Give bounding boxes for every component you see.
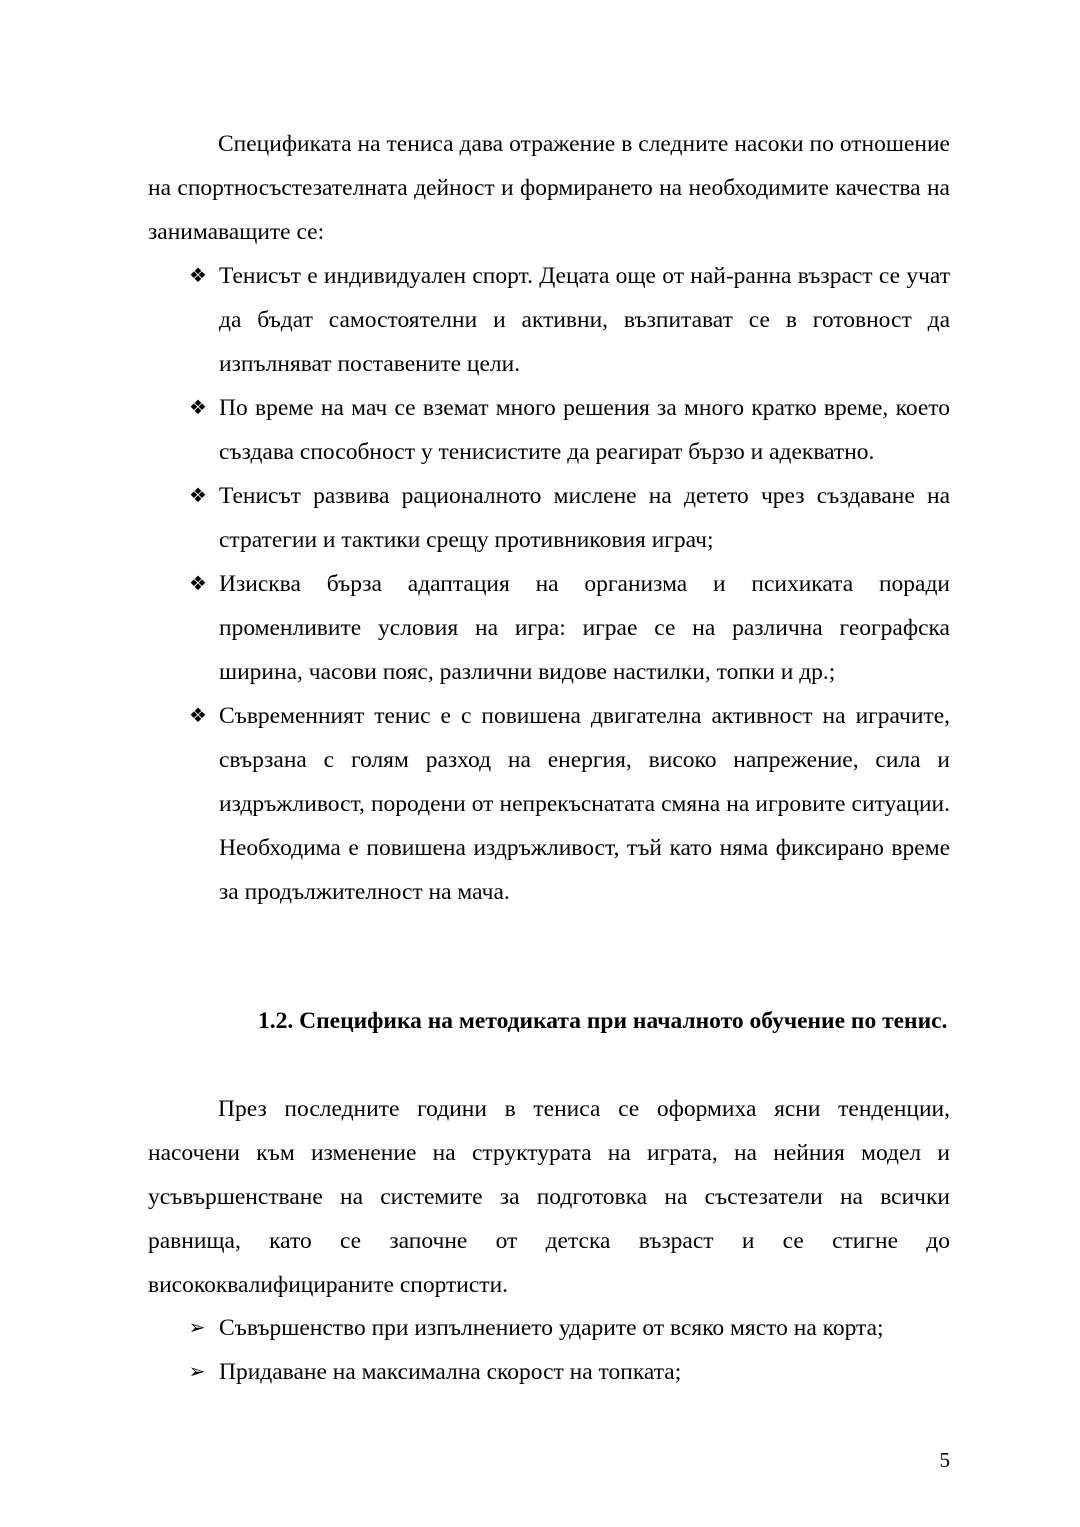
list-item: [148, 694, 950, 914]
list-item: [148, 1350, 950, 1394]
diamond-bullet-icon: ❖: [189, 705, 207, 727]
list-item: [148, 474, 950, 562]
list-item-text: Придаване на максимална скорост на топката;: [219, 1359, 682, 1385]
list-item: [148, 254, 950, 386]
arrow-bullet-icon: ➢: [188, 1361, 206, 1383]
list-item: [148, 386, 950, 474]
diamond-bullet-icon: ❖: [189, 485, 207, 507]
list-item-text: Изисква бърза адаптация на организма и психиката поради променливите условия на игра: играе се на различна географска ширина, часови пояс, различни видове настилки, топки и др.;: [219, 571, 950, 685]
list-item: [148, 562, 950, 694]
page-number: 5: [939, 1448, 950, 1472]
list-item-text: Съвременният тенис е с повишена двигателна активност на играчите, свързана с голям разход на енергия, високо напрежение, сила и издръжливост, породени от непрекъснатата смяна на игровите ситуации. Необходима е повишена издръжливост, тъй като няма фиксирано време за продължителност на мача.: [219, 703, 950, 905]
list-item-text: Тенисът развива рационалното мислене на детето чрез създаване на стратегии и тактики срещу противниковия играч;: [219, 483, 950, 553]
intro-paragraph: Спецификата на тениса дава отражение в следните насоки по отношение на спортносъстезателната дейност и формирането на необходимите качества на занимаващите се:: [148, 131, 950, 245]
diamond-bullet-icon: ❖: [189, 573, 207, 595]
section-paragraph: През последните години в тениса се оформиха ясни тенденции, насочени към изменение на структурата на играта, на нейния модел и усъвършенстване на системите за подготовка на състезатели на всички равнища, като се започне от детска възраст и се стигне до висококвалифицираните спортисти.: [148, 1096, 950, 1298]
arrow-list: [148, 1306, 950, 1394]
list-item-text: Съвършенство при изпълнението ударите от всяко място на корта;: [219, 1315, 884, 1341]
diamond-bullet-icon: ❖: [189, 265, 207, 287]
section-heading: 1.2. Специфика на методиката при началното обучение по тенис.: [258, 1008, 948, 1034]
list-item-text: По време на мач се вземат много решения за много кратко време, което създава способност у тенисистите да реагират бързо и адекватно.: [219, 395, 950, 465]
diamond-bullet-icon: ❖: [189, 397, 207, 419]
list-item-text: Тенисът е индивидуален спорт. Децата още от най-ранна възраст се учат да бъдат самостоятелни и активни, възпитават се в готовност да изпълняват поставените цели.: [219, 263, 950, 377]
bullet-list: [148, 254, 950, 914]
arrow-bullet-icon: ➢: [188, 1317, 206, 1339]
list-item: [148, 1306, 950, 1350]
